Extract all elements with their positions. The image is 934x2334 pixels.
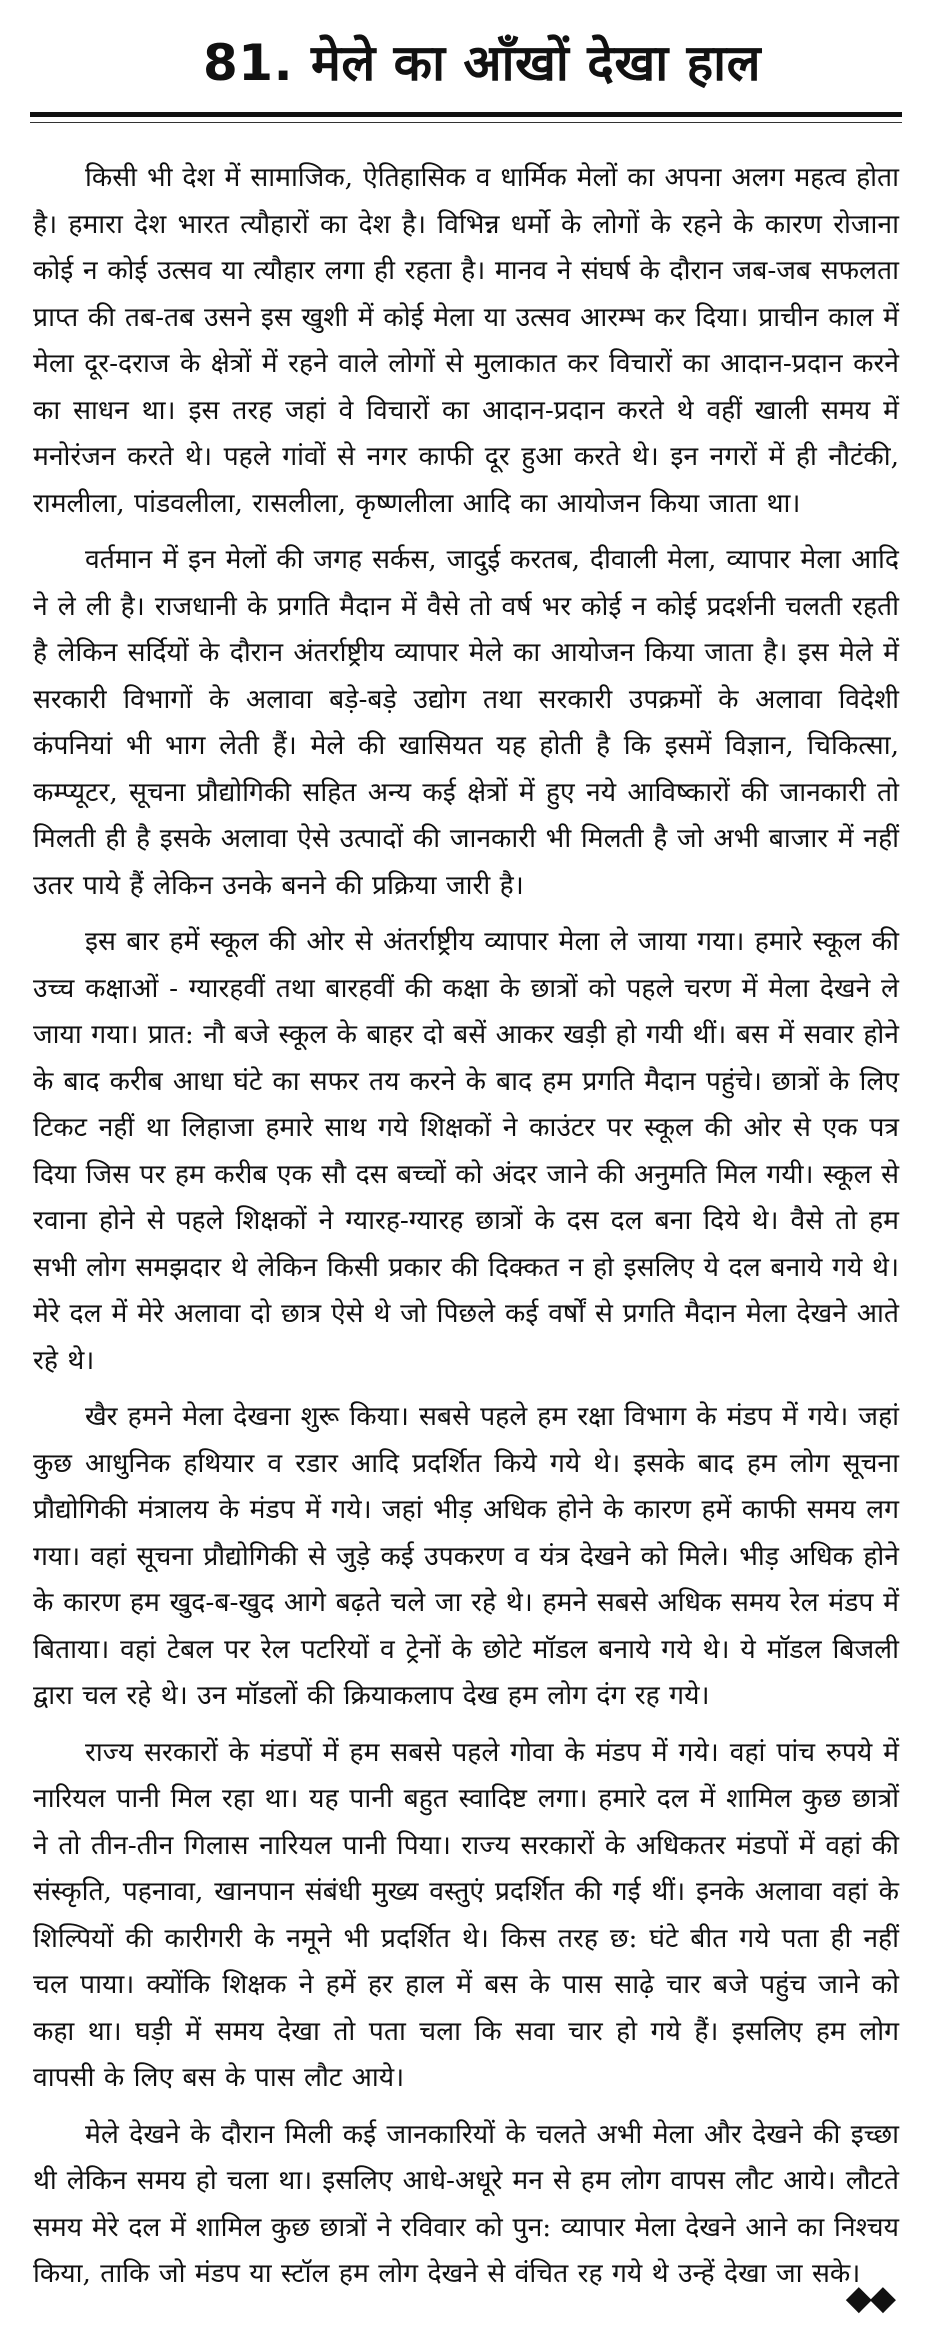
paragraph-6: मेले देखने के दौरान मिली कई जानकारियों के चलते अभी मेला और देखने की इच्छा थी लेकिन समय हो चला था। इसलिए आधे-अधूरे मन से हम लोग वापस लौट आये। लौटते समय मेरे दल में शामिल कुछ छात्रों ने रविवार को पुन: व्यापार मेला देखने आने का निश्चय किया, ताकि जो मंडप या स्टॉल हम लोग देखने से वंचित रह गये थे उन्हें देखा जा सके। <box>33 2118 899 2289</box>
paragraph-3: इस बार हमें स्कूल की ओर से अंतर्राष्ट्रीय व्यापार मेला ले जाया गया। हमारे स्कूल की उच्च कक्षाओं - ग्यारहवीं तथा बारहवीं की कक्षा के छात्रों को पहले चरण में मेला देखने ले जाया गया। प्रात: नौ बजे स्कूल के बाहर दो बसें आकर खड़ी हो गयी थीं। बस में सवार होने के बाद करीब आधा घंटे का सफर तय करने के बाद हम प्रगति मैदान पहुंचे। छात्रों के लिए टिकट नहीं था लिहाजा हमारे साथ गये शिक्षकों ने काउंटर पर स्कूल की ओर से एक पत्र दिया जिस पर हम करीब एक सौ दस बच्चों को अंदर जाने की अनुमति मिल गयी। स्कूल से रवाना होने से पहले शिक्षकों ने ग्यारह-ग्यारह छात्रों के दस दल बना दिये थे। वैसे तो हम सभी लोग समझदार थे लेकिन किसी प्रकार की दिक्कत न हो इसलिए ये दल बनाये गये थे। मेरे दल में मेरे अलावा दो छात्र ऐसे थे जो पिछले कई वर्षों से प्रगति मैदान मेला देखने आते रहे थे। <box>33 926 899 1376</box>
page-title: 81. मेले का आँखों देखा हाल <box>202 34 761 92</box>
end-ornament-icon: ◆◆ <box>845 2278 894 2318</box>
essay-body <box>33 155 899 2308</box>
paragraph-4: खैर हमने मेला देखना शुरू किया। सबसे पहले हम रक्षा विभाग के मंडप में गये। जहां कुछ आधुनिक हथियार व रडार आदि प्रदर्शित किये गये थे। इसके बाद हम लोग सूचना प्रौद्योगिकी मंत्रालय के मंडप में गये। जहां भीड़ अधिक होने के कारण हमें काफी समय लग गया। वहां सूचना प्रौद्योगिकी से जुड़े कई उपकरण व यंत्र देखने को मिले। भीड़ अधिक होने के कारण हम खुद-ब-खुद आगे बढ़ते चले जा रहे थे। हमने सबसे अधिक समय रेल मंडप में बिताया। वहां टेबल पर रेल पटरियों व ट्रेनों के छोटे मॉडल बनाये गये थे। ये मॉडल बिजली द्वारा चल रहे थे। उन मॉडलों की क्रियाकलाप देख हम लोग दंग रह गये। <box>33 1401 899 1711</box>
title-rule-thick <box>30 112 902 117</box>
title-rule-thin <box>30 122 902 123</box>
paragraph-5: राज्य सरकारों के मंडपों में हम सबसे पहले गोवा के मंडप में गये। वहां पांच रुपये में नारियल पानी मिल रहा था। यह पानी बहुत स्वादिष्ट लगा। हमारे दल में शामिल कुछ छात्रों ने तो तीन-तीन गिलास नारियल पानी पिया। राज्य सरकारों के अधिकतर मंडपों में वहां की संस्कृति, पहनावा, खानपान संबंधी मुख्य वस्तुएं प्रदर्शित की गई थीं। इनके अलावा वहां के शिल्पियों की कारीगरी के नमूने भी प्रदर्शित थे। किस तरह छ: घंटे बीत गये पता ही नहीं चल पाया। क्योंकि शिक्षक ने हमें हर हाल में बस के पास साढ़े चार बजे पहुंच जाने को कहा था। घड़ी में समय देखा तो पता चला कि सवा चार हो गये हैं। इसलिए हम लोग वापसी के लिए बस के पास लौट आये। <box>33 1736 899 2093</box>
paragraph-1: किसी भी देश में सामाजिक, ऐतिहासिक व धार्मिक मेलों का अपना अलग महत्व होता है। हमारा देश भारत त्यौहारों का देश है। विभिन्न धर्मो के लोगों के रहने के कारण रोजाना कोई न कोई उत्सव या त्यौहार लगा ही रहता है। मानव ने संघर्ष के दौरान जब-जब सफलता प्राप्त की तब-तब उसने इस खुशी में कोई मेला या उत्सव आरम्भ कर दिया। प्राचीन काल में मेला दूर-दराज के क्षेत्रों में रहने वाले लोगों से मुलाकात कर विचारों का आदान-प्रदान करने का साधन था। इस तरह जहां वे विचारों का आदान-प्रदान करते थे वहीं खाली समय में मनोरंजन करते थे। पहले गांवों से नगर काफी दूर हुआ करते थे। इन नगरों में ही नौटंकी, रामलीला, पांडवलीला, रासलीला, कृष्णलीला आदि का आयोजन किया जाता था। <box>33 162 899 519</box>
paragraph-2: वर्तमान में इन मेलों की जगह सर्कस, जादुई करतब, दीवाली मेला, व्यापार मेला आदि ने ले ली है। राजधानी के प्रगति मैदान में वैसे तो वर्ष भर कोई न कोई प्रदर्शनी चलती रहती है लेकिन सर्दियों के दौरान अंतर्राष्ट्रीय व्यापार मेले का आयोजन किया जाता है। इस मेले में सरकारी विभागों के अलावा बड़े-बड़े उद्योग तथा सरकारी उपक्रमों के अलावा विदेशी कंपनियां भी भाग लेती हैं। मेले की खासियत यह होती है कि इसमें विज्ञान, चिकित्सा, कम्प्यूटर, सूचना प्रौद्योगिकी सहित अन्य कई क्षेत्रों में हुए नये आविष्कारों की जानकारी तो मिलती ही है इसके अलावा ऐसे उत्पादों की जानकारी भी मिलती है जो अभी बाजार में नहीं उतर पाये हैं लेकिन उनके बनने की प्रक्रिया जारी है। <box>33 544 899 901</box>
